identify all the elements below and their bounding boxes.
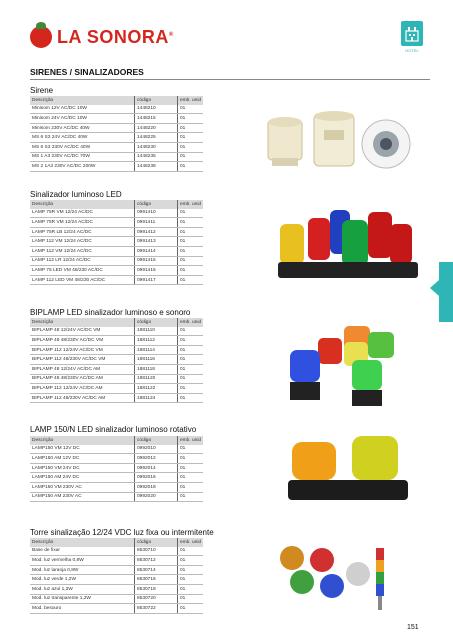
cell-description: Base de fixar (30, 547, 135, 556)
cell-description: MS 6 S3 230V AC/DC 40W (30, 142, 135, 152)
table-row (30, 133, 203, 143)
cell-description: LAMP 112 VM 12/24 AC/DC (30, 246, 135, 256)
table-row (30, 463, 203, 473)
table-row (30, 445, 203, 454)
cell-unit: 01 (178, 133, 204, 143)
col-header-code: código (135, 96, 178, 105)
cell-unit: 01 (178, 218, 204, 228)
cell-code: 1881118 (135, 364, 178, 374)
cell-unit: 01 (178, 584, 204, 594)
cell-description: LAMP 112 LED VM 48/230 AC/DC (30, 275, 135, 285)
cell-unit: 01 (178, 575, 204, 585)
cell-unit: 01 (178, 162, 204, 172)
cell-code: 1448235 (135, 152, 178, 162)
section-title-led-signal: Sinalizador luminoso LED (30, 190, 122, 199)
cell-unit: 01 (178, 604, 204, 614)
cell-code: 0991417 (135, 275, 178, 285)
cell-description: BIPLAMP 48 12/24V AC/DC AM (30, 364, 135, 374)
col-header-unit: emb. unid (178, 318, 204, 327)
cell-code: 0991415 (135, 256, 178, 266)
section-side-tab[interactable] (439, 262, 453, 322)
cell-unit: 01 (178, 473, 204, 483)
cell-unit: 01 (178, 114, 204, 124)
col-header-unit: emb. unid (178, 538, 204, 547)
cell-description: Mod. luz verde 1,2W (30, 575, 135, 585)
col-header-description: Descrição (30, 436, 135, 445)
cell-description: BIPLAMP 48 48/230V AC/DC AM (30, 374, 135, 384)
cell-unit: 01 (178, 565, 204, 575)
siren-product-image (262, 110, 422, 180)
cell-description: Mod. luz transparente 1,2W (30, 594, 135, 604)
cell-description: MS 6 S3 24V AC/DC 40W (30, 133, 135, 143)
cell-code: 0991414 (135, 246, 178, 256)
cell-unit: 01 (178, 492, 204, 502)
cell-code: 1881114 (135, 345, 178, 355)
cell-description: LAMP 112 VM 12/24 AC/DC (30, 237, 135, 247)
cell-unit: 01 (178, 275, 204, 285)
cell-description: LAMP 75R VM 12/24 AC/DC (30, 218, 135, 228)
cell-unit: 01 (178, 345, 204, 355)
cell-code: 0991412 (135, 227, 178, 237)
table-row (30, 345, 203, 355)
cell-description: Mod. luz vermelha 0,8W (30, 556, 135, 566)
cell-code: 0991416 (135, 266, 178, 276)
cell-unit: 01 (178, 594, 204, 604)
cell-code: 0992018 (135, 482, 178, 492)
cell-unit: 01 (178, 547, 204, 556)
table-header (30, 200, 203, 209)
cell-unit: 01 (178, 454, 204, 464)
table-row (30, 142, 203, 152)
cell-description: LAMP 75R LB 12/24 AC/DC (30, 227, 135, 237)
tower-table (30, 538, 203, 614)
cell-description: LAMP 112 LR 12/24 AC/DC (30, 256, 135, 266)
table-row (30, 575, 203, 585)
table-row (30, 594, 203, 604)
table-row (30, 473, 203, 483)
table-header (30, 318, 203, 327)
cell-code: 1448215 (135, 114, 178, 124)
table-row (30, 584, 203, 594)
biplamp-table (30, 318, 203, 403)
cell-unit: 01 (178, 445, 204, 454)
cell-code: 1881116 (135, 355, 178, 365)
cell-code: 1881110 (135, 327, 178, 336)
cell-code: 0991411 (135, 218, 178, 228)
cell-code: 1881120 (135, 374, 178, 384)
cell-description: MS 2 1A3 230V AC/DC 200W (30, 162, 135, 172)
cell-description: LAMP150 AM 12V DC (30, 454, 135, 464)
table-header (30, 436, 203, 445)
table-row (30, 604, 203, 614)
col-header-unit: emb. unid (178, 436, 204, 445)
cell-code: 1881112 (135, 336, 178, 346)
cell-unit: 01 (178, 266, 204, 276)
table-header (30, 538, 203, 547)
table-row (30, 384, 203, 394)
table-row (30, 454, 203, 464)
led-signal-table (30, 200, 203, 285)
cell-unit: 01 (178, 237, 204, 247)
col-header-description: Descrição (30, 96, 135, 105)
col-header-description: Descrição (30, 538, 135, 547)
cell-code: 0992010 (135, 445, 178, 454)
cell-code: 1448210 (135, 105, 178, 114)
col-header-description: Descrição (30, 318, 135, 327)
table-row (30, 246, 203, 256)
cell-unit: 01 (178, 256, 204, 266)
cell-description: Minisom 12V AC/DC 10W (30, 105, 135, 114)
cell-unit: 01 (178, 327, 204, 336)
table-row (30, 123, 203, 133)
cell-unit: 01 (178, 393, 204, 403)
table-row (30, 482, 203, 492)
cell-unit: 01 (178, 556, 204, 566)
table-row (30, 547, 203, 556)
cell-code: 8530718 (135, 584, 178, 594)
table-row (30, 327, 203, 336)
cell-description: LAMP150 VM 230V AC (30, 482, 135, 492)
cell-description: LAMP150 AM 24V DC (30, 473, 135, 483)
table-row (30, 162, 203, 172)
table-row (30, 152, 203, 162)
cell-unit: 01 (178, 123, 204, 133)
table-row (30, 355, 203, 365)
cell-description: BIPLAMP 48 48/230V AC/DC VM (30, 336, 135, 346)
page-title: SIRENES / SINALIZADORES (30, 67, 144, 77)
cell-unit: 01 (178, 227, 204, 237)
col-header-description: Descrição (30, 200, 135, 209)
brand-logo (30, 26, 174, 48)
cell-code: 8530712 (135, 556, 178, 566)
cell-unit: 01 (178, 355, 204, 365)
section-title-lamp150: LAMP 150/N LED sinalizador luminoso rotativo (30, 425, 197, 434)
cell-unit: 01 (178, 209, 204, 218)
cell-code: 0992016 (135, 473, 178, 483)
cell-description: BIPLAMP 48 12/24V AC/DC VM (30, 327, 135, 336)
cell-description: Minisom 230V AC/DC 40W (30, 123, 135, 133)
cell-description: LAMP150 VM 12V DC (30, 445, 135, 454)
cell-code: 0992012 (135, 454, 178, 464)
table-row (30, 266, 203, 276)
cell-code: 0992014 (135, 463, 178, 473)
cell-code: 8530714 (135, 565, 178, 575)
cell-unit: 01 (178, 463, 204, 473)
category-label: HOTEL (405, 48, 419, 53)
cell-description: Minisom 24V AC/DC 10W (30, 114, 135, 124)
cell-description: BIPLAMP 112 48/230V AC/DC VM (30, 355, 135, 365)
logo-emblem-icon (30, 26, 52, 48)
side-tab-arrow-icon (430, 280, 439, 296)
table-row (30, 492, 203, 502)
cell-description: Mod. luz azul 1,2W (30, 584, 135, 594)
cell-unit: 01 (178, 364, 204, 374)
table-header (30, 96, 203, 105)
cell-description: BIPLAMP 112 12/24V AC/DC VM (30, 345, 135, 355)
cell-unit: 01 (178, 384, 204, 394)
cell-code: 0991413 (135, 237, 178, 247)
table-row (30, 114, 203, 124)
table-row (30, 336, 203, 346)
table-row (30, 565, 203, 575)
table-row (30, 237, 203, 247)
cell-unit: 01 (178, 152, 204, 162)
table-row (30, 209, 203, 218)
cell-unit: 01 (178, 336, 204, 346)
cell-unit: 01 (178, 246, 204, 256)
cell-description: MS 1 A3 230V AC/DC 70W (30, 152, 135, 162)
table-row (30, 275, 203, 285)
cell-code: 1881124 (135, 393, 178, 403)
cell-code: 8530720 (135, 594, 178, 604)
col-header-unit: emb. unid (178, 96, 204, 105)
col-header-code: código (135, 538, 178, 547)
cell-description: LAMP 75 LED VM 48/230 AC/DC (30, 266, 135, 276)
section-title-tower: Torre sinalização 12/24 VDC luz fixa ou intermitente (30, 528, 214, 537)
section-title-sirene: Sirene (30, 86, 54, 95)
table-row (30, 227, 203, 237)
table-row (30, 218, 203, 228)
cell-description: LAMP150 VM 24V DC (30, 463, 135, 473)
brand-registered-mark: ® (168, 31, 174, 38)
brand-name: LA SONORA (57, 26, 169, 47)
cell-description: BIPLAMP 112 48/230V AC/DC AM (30, 393, 135, 403)
cell-code: 8530710 (135, 547, 178, 556)
cell-code: 1448238 (135, 162, 178, 172)
table-row (30, 556, 203, 566)
cell-description: Mod. luz laranja 0,8W (30, 565, 135, 575)
cell-code: 0991410 (135, 209, 178, 218)
cell-unit: 01 (178, 482, 204, 492)
col-header-code: código (135, 200, 178, 209)
cell-code: 1448230 (135, 142, 178, 152)
lamp150-product-image (282, 430, 422, 510)
page-number: 151 (407, 624, 419, 631)
cell-code: 8530722 (135, 604, 178, 614)
cell-description: LAMP150 AM 230V AC (30, 492, 135, 502)
hotel-category-icon (401, 21, 423, 46)
col-header-code: código (135, 318, 178, 327)
table-row (30, 393, 203, 403)
biplamp-product-image (282, 320, 422, 415)
led-signal-product-image (272, 202, 422, 297)
cell-description: Mod. besouro (30, 604, 135, 614)
cell-code: 1448220 (135, 123, 178, 133)
sirene-table (30, 96, 203, 172)
cell-description: BIPLAMP 112 12/24V AC/DC AM (30, 384, 135, 394)
cell-unit: 01 (178, 374, 204, 384)
cell-code: 1881122 (135, 384, 178, 394)
lamp150-table (30, 436, 203, 502)
table-row (30, 364, 203, 374)
cell-code: 1448225 (135, 133, 178, 143)
cell-description: LAMP 75R VM 12/24 AC/DC (30, 209, 135, 218)
table-row (30, 105, 203, 114)
cell-unit: 01 (178, 142, 204, 152)
cell-code: 0992020 (135, 492, 178, 502)
table-row (30, 256, 203, 266)
col-header-code: código (135, 436, 178, 445)
cell-code: 8530716 (135, 575, 178, 585)
title-divider (30, 79, 430, 80)
section-title-biplamp: BIPLAMP LED sinalizador luminoso e sonoro (30, 308, 191, 317)
table-row (30, 374, 203, 384)
cell-unit: 01 (178, 105, 204, 114)
tower-product-image (272, 536, 422, 616)
col-header-unit: emb. unid (178, 200, 204, 209)
